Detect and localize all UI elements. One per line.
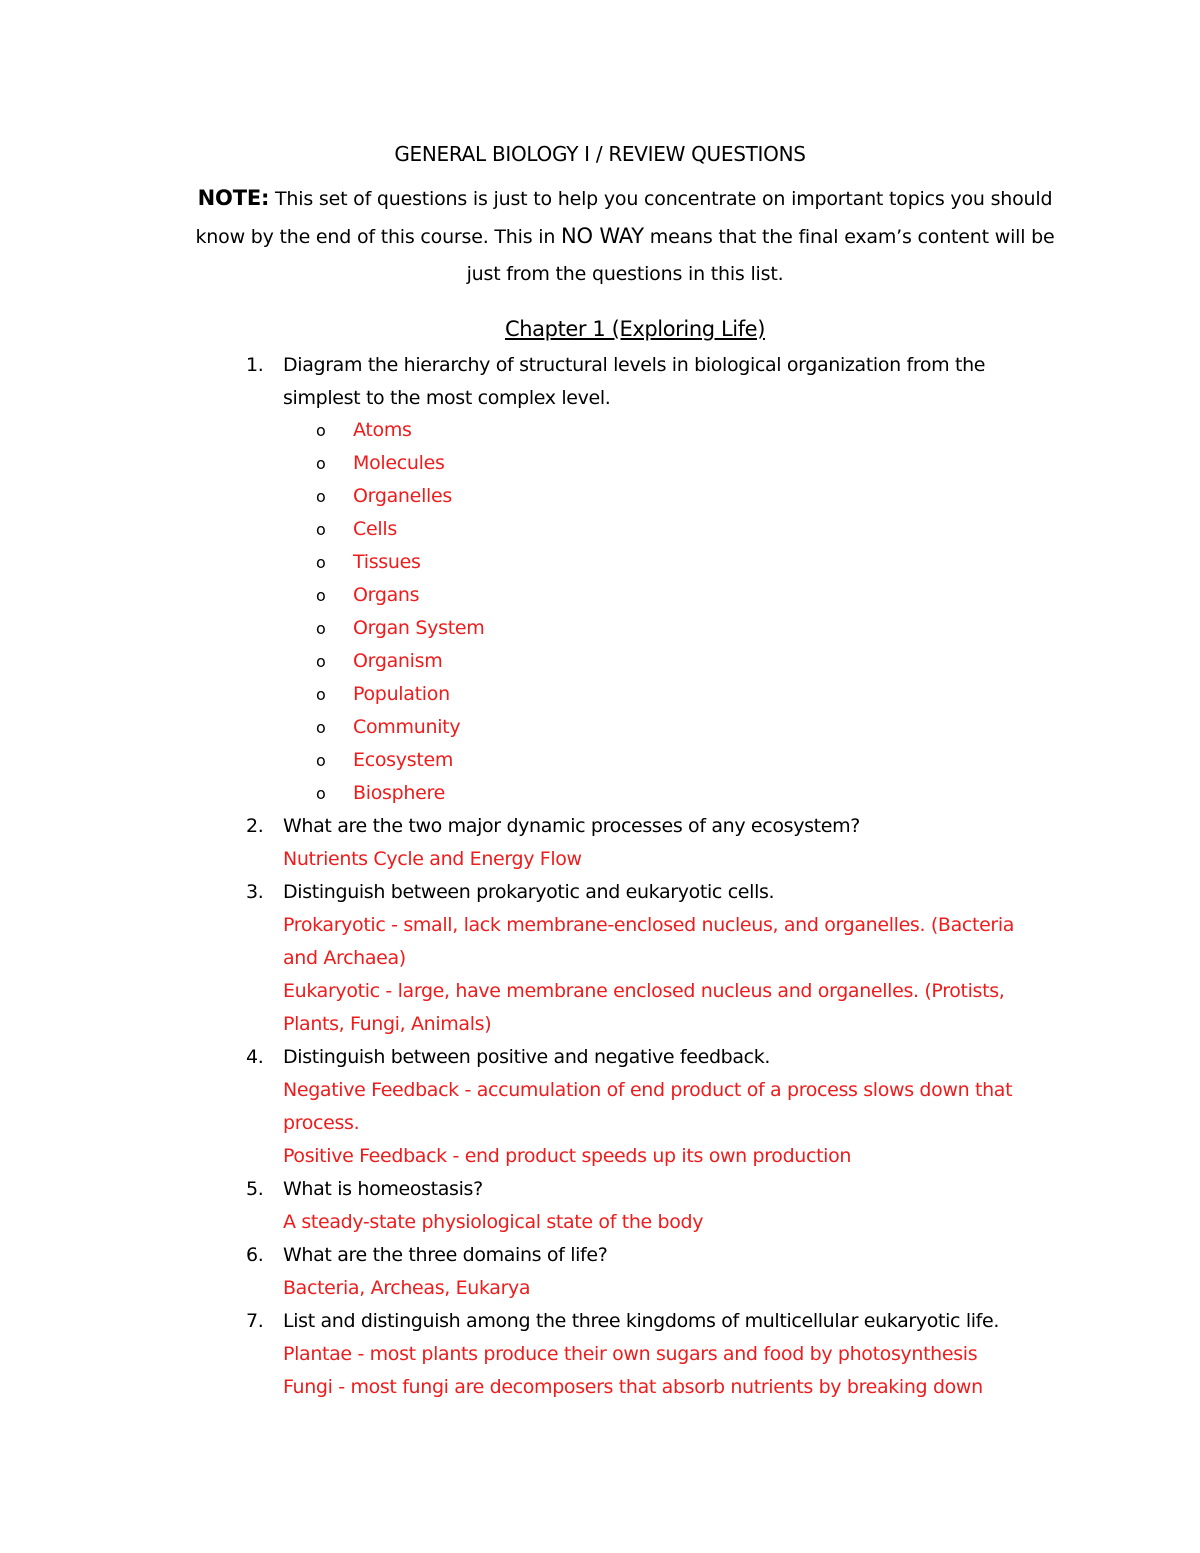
question-line: What are the two major dynamic processes of any ecosystem? xyxy=(283,815,860,837)
question-number: 2. xyxy=(246,815,264,837)
note-emphasis: NO WAY xyxy=(561,224,644,248)
answer-line: process. xyxy=(283,1112,360,1134)
question-4 xyxy=(0,1041,1200,1173)
bullet-icon: o xyxy=(316,487,326,506)
list-item-label: Organs xyxy=(353,584,420,606)
list-item-label: Organelles xyxy=(353,485,453,507)
question-text xyxy=(283,1041,1043,1173)
list-item-label: Tissues xyxy=(353,551,421,573)
list-item xyxy=(0,579,1200,612)
question-number: 3. xyxy=(246,881,264,903)
bullet-icon: o xyxy=(316,751,326,770)
list-item xyxy=(0,744,1200,777)
question-2 xyxy=(0,810,1200,876)
list-item xyxy=(0,777,1200,810)
answer-line: Fungi - most fungi are decomposers that absorb nutrients by breaking down xyxy=(283,1376,983,1398)
answer-line: Plants, Fungi, Animals) xyxy=(283,1013,492,1035)
list-item-label: Organism xyxy=(353,650,443,672)
question-line: Diagram the hierarchy of structural levels in biological organization from the xyxy=(283,354,986,376)
question-line: Distinguish between positive and negative feedback. xyxy=(283,1046,771,1068)
question-5 xyxy=(0,1173,1200,1239)
bullet-icon: o xyxy=(316,685,326,704)
answer-line: Plantae - most plants produce their own sugars and food by photosynthesis xyxy=(283,1343,978,1365)
bullet-icon: o xyxy=(316,586,326,605)
answer-line: Positive Feedback - end product speeds up its own production xyxy=(283,1145,852,1167)
answer-line: Eukaryotic - large, have membrane enclosed nucleus and organelles. (Protists, xyxy=(283,980,1005,1002)
bullet-icon: o xyxy=(316,652,326,671)
question-text xyxy=(283,349,1043,415)
note-text-1: This set of questions is just to help you concentrate on important topics you should know by the end of this course. This in xyxy=(195,188,1053,248)
bullet-icon: o xyxy=(316,454,326,473)
list-item-label: Cells xyxy=(353,518,397,540)
list-item xyxy=(0,612,1200,645)
list-item-label: Ecosystem xyxy=(353,749,454,771)
note-label: NOTE: xyxy=(197,186,270,210)
list-item xyxy=(0,711,1200,744)
answer-line: and Archaea) xyxy=(283,947,406,969)
list-item xyxy=(0,414,1200,447)
list-item xyxy=(0,546,1200,579)
bullet-icon: o xyxy=(316,421,326,440)
list-item xyxy=(0,645,1200,678)
chapter-heading: Chapter 1 (Exploring Life) xyxy=(505,317,765,341)
question-3 xyxy=(0,876,1200,1041)
question-text xyxy=(283,1239,1043,1305)
document-title: GENERAL BIOLOGY I / REVIEW QUESTIONS xyxy=(394,142,806,166)
question-number: 6. xyxy=(246,1244,264,1266)
question-text xyxy=(283,1173,1043,1239)
question-number: 4. xyxy=(246,1046,264,1068)
note-text-2: means that the final exam’s content will be just from the questions in this list. xyxy=(466,226,1055,285)
question-number: 7. xyxy=(246,1310,264,1332)
question-line: Distinguish between prokaryotic and eukaryotic cells. xyxy=(283,881,775,903)
list-item xyxy=(0,678,1200,711)
answer-line: A steady-state physiological state of the body xyxy=(283,1211,704,1233)
question-text xyxy=(283,1305,1043,1404)
list-item-label: Molecules xyxy=(353,452,445,474)
question-number: 1. xyxy=(246,354,264,376)
question-line: simplest to the most complex level. xyxy=(283,387,611,409)
answer-line: Prokaryotic - small, lack membrane-enclosed nucleus, and organelles. (Bacteria xyxy=(283,914,1015,936)
list-item xyxy=(0,513,1200,546)
question-7 xyxy=(0,1305,1200,1404)
list-item-label: Community xyxy=(353,716,461,738)
bullet-icon: o xyxy=(316,784,326,803)
question-1 xyxy=(0,349,1200,415)
answer-line: Negative Feedback - accumulation of end product of a process slows down that xyxy=(283,1079,1013,1101)
list-item-label: Organ System xyxy=(353,617,485,639)
question-number: 5. xyxy=(246,1178,264,1200)
list-item-label: Biosphere xyxy=(353,782,446,804)
question-line: What is homeostasis? xyxy=(283,1178,483,1200)
list-item xyxy=(0,447,1200,480)
bullet-icon: o xyxy=(316,619,326,638)
question-line: List and distinguish among the three kingdoms of multicellular eukaryotic life. xyxy=(283,1310,1000,1332)
question-6 xyxy=(0,1239,1200,1305)
list-item-label: Population xyxy=(353,683,450,705)
bullet-icon: o xyxy=(316,718,326,737)
bullet-icon: o xyxy=(316,520,326,539)
list-item-label: Atoms xyxy=(353,419,412,441)
list-item xyxy=(0,480,1200,513)
answer-line: Bacteria, Archeas, Eukarya xyxy=(283,1277,531,1299)
note-paragraph xyxy=(190,180,1060,293)
answer-line: Nutrients Cycle and Energy Flow xyxy=(283,848,582,870)
question-text xyxy=(283,876,1043,1041)
bullet-icon: o xyxy=(316,553,326,572)
question-text xyxy=(283,810,1043,876)
question-line: What are the three domains of life? xyxy=(283,1244,608,1266)
